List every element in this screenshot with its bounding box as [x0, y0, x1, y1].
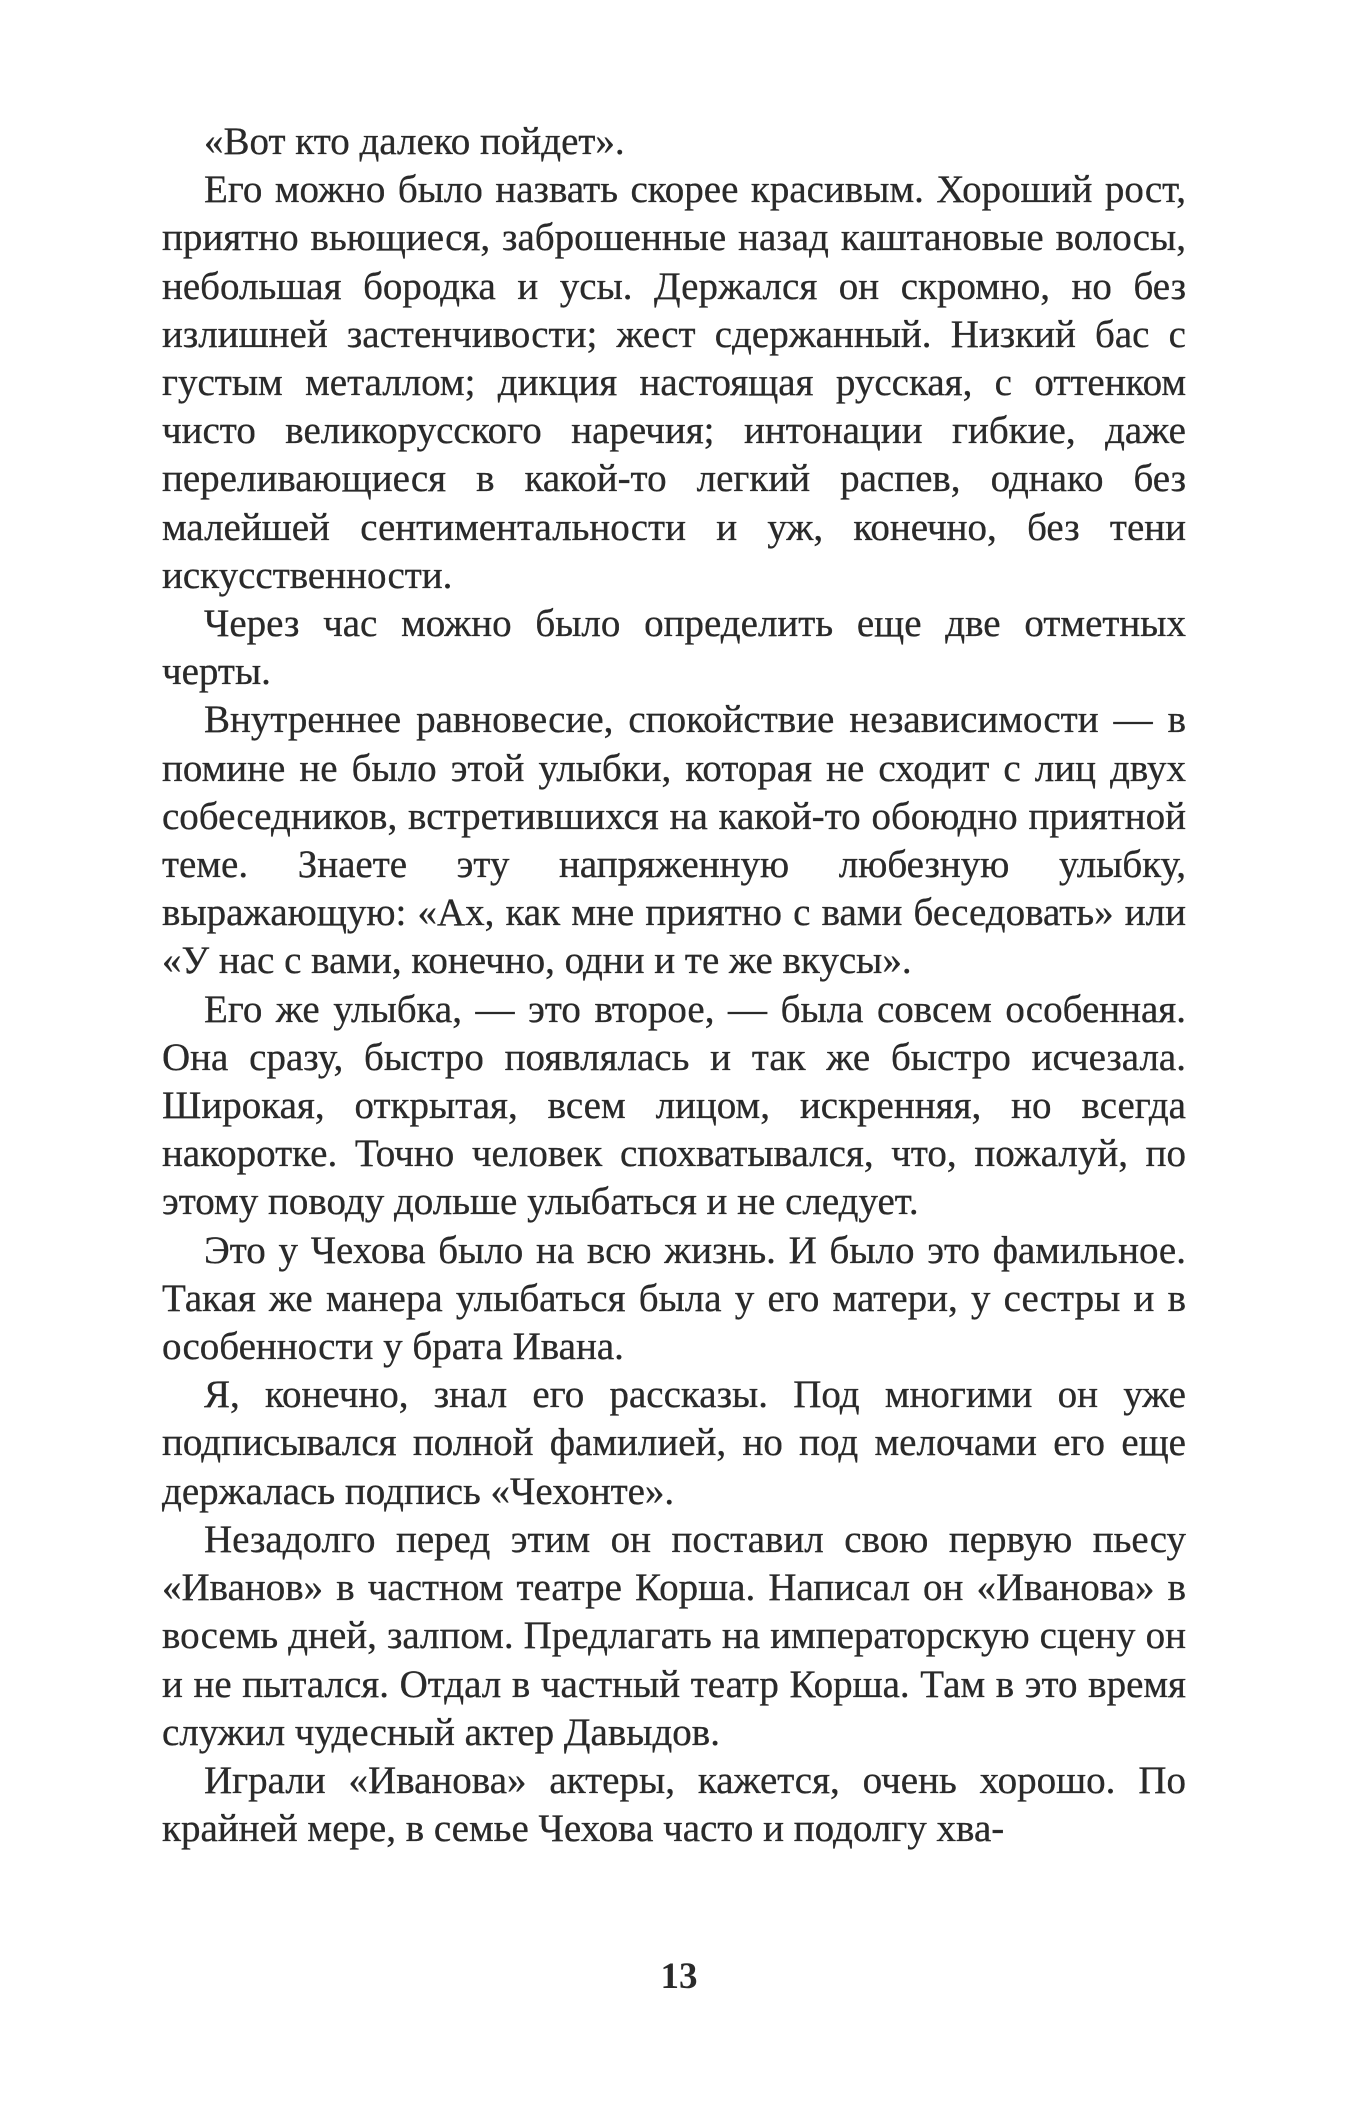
paragraph: Незадолго перед этим он поставил свою первую пьесу «Иванов» в частном театре Корша. Написал он «Иванова» в восемь дней, залпом. Предлагать на императорскую сцену он и не пытался. Отдал в частный театр Корша. Там в это время служил чудесный актер Давыдов.: [162, 1517, 1186, 1754]
page-number: 13: [660, 1956, 698, 1997]
paragraph: «Вот кто далеко пойдет».: [204, 120, 625, 163]
paragraph: Его же улыбка, — это второе, — была совсем особенная. Она сразу, быстро появлялась и так же быстро исчезала. Широкая, открытая, всем лицом, искренняя, но всегда накоротке. Точно человек спохватывался, что, пожалуй, по этому поводу дольше улыбаться и не следует.: [162, 987, 1186, 1224]
paragraph: Через час можно было определить еще две отметных черты.: [162, 602, 1186, 694]
paragraph: Внутреннее равновесие, спокойствие независимости — в помине не было этой улыбки, которая не сходит с лиц двух собеседников, встретившихся на какой-то обоюдно приятной теме. Знаете эту напряженную любезную улыбку, выражающую: «Ах, как мне приятно с вами беседовать» или «У нас с вами, конечно, одни и те же вкусы».: [162, 698, 1186, 983]
paragraph: Это у Чехова было на всю жизнь. И было это фамильное. Такая же манера улыбаться была у его матери, у сестры и в особенности у брата Ивана.: [162, 1228, 1186, 1369]
paragraph: Его можно было назвать скорее красивым. Хороший рост, приятно вьющиеся, заброшенные назад каштановые волосы, небольшая бородка и усы. Держался он скромно, но без излишней застенчивости; жест сдержанный. Низкий бас с густым металлом; дикция настоящая русская, с оттенком чисто великорусского наречия; интонации гибкие, даже переливающиеся в какой-то легкий распев, однако без малейшей сентиментальности и уж, конечно, без тени искусственности.: [162, 168, 1186, 597]
page-text: [162, 118, 1186, 1853]
paragraph: Играли «Иванова» актеры, кажется, очень хорошо. По крайней мере, в семье Чехова часто и подолгу хва-: [162, 1758, 1186, 1851]
paragraph: Я, конечно, знал его рассказы. Под многими он уже подписывался полной фамилией, но под мелочами его еще держалась подпись «Чехонте».: [162, 1373, 1186, 1513]
